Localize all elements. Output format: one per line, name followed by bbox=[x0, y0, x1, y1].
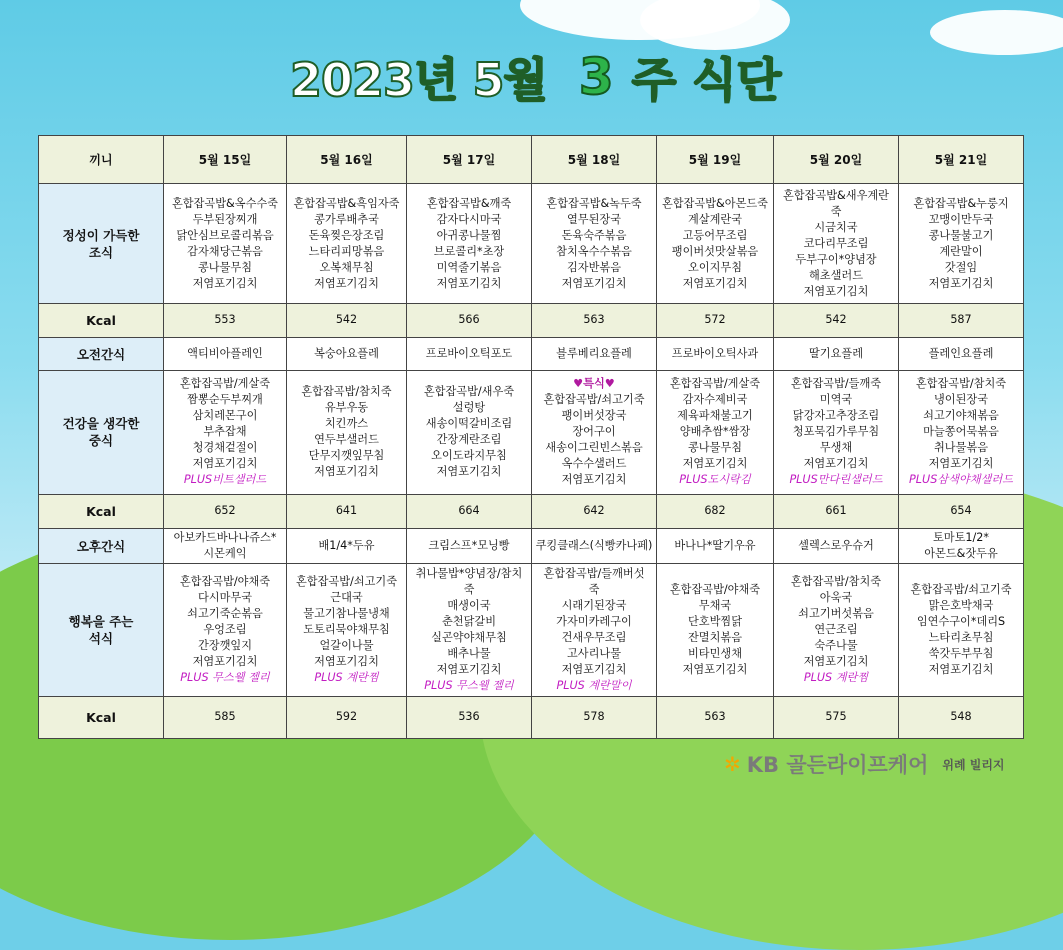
weekly-menu-table bbox=[38, 135, 1024, 739]
menu-item: 고등어무조림 bbox=[682, 228, 748, 242]
menu-item: 저염포기김치 bbox=[192, 276, 258, 290]
menu-item: 미역국 bbox=[819, 393, 853, 407]
menu-item: 느타리초무침 bbox=[928, 630, 994, 644]
snack-cell bbox=[407, 337, 532, 370]
plus-item: PLUS비트샐러드 bbox=[183, 473, 267, 487]
plus-item: PLUS 무스웰 젤리 bbox=[424, 678, 514, 692]
table-row-menu bbox=[39, 371, 1024, 494]
menu-item: 느타리피망볶음 bbox=[308, 244, 385, 258]
snack-cell bbox=[899, 528, 1024, 563]
menu-item: 죽 bbox=[588, 582, 600, 596]
menu-item: 근대국 bbox=[330, 590, 363, 604]
table-row-kcal bbox=[39, 303, 1024, 337]
menu-item: 바나나*딸기우유 bbox=[674, 539, 756, 553]
kcal-value: 563 bbox=[532, 303, 657, 337]
kcal-value: 566 bbox=[407, 303, 532, 337]
row-label bbox=[39, 528, 164, 563]
menu-cell bbox=[774, 564, 899, 696]
title-week-number: 3 bbox=[578, 48, 614, 106]
menu-item: 팽이버섯맛살볶음 bbox=[671, 244, 759, 258]
menu-item: 혼합잡곡밥/참치죽 bbox=[790, 574, 882, 588]
header-meal-label: 끼니 bbox=[39, 136, 164, 184]
plus-item: PLUS 계란말이 bbox=[556, 678, 632, 692]
menu-item: 감자다시마국 bbox=[436, 212, 502, 226]
menu-item: 저염포기김치 bbox=[192, 457, 258, 471]
menu-item: 쇠고기죽순볶음 bbox=[187, 606, 263, 620]
menu-item: 저염포기김치 bbox=[561, 473, 627, 487]
kcal-value: 682 bbox=[657, 494, 774, 528]
menu-cell bbox=[407, 371, 532, 494]
row-label-line: Kcal bbox=[86, 503, 116, 519]
menu-item: 얼갈이나물 bbox=[319, 638, 374, 652]
menu-item: 간장계란조림 bbox=[436, 433, 502, 447]
menu-item: 저염포기김치 bbox=[436, 465, 502, 479]
menu-item: 액티비아플레인 bbox=[187, 347, 263, 361]
menu-item: 맑은호박채국 bbox=[928, 598, 994, 612]
menu-item: 설렁탕 bbox=[452, 401, 486, 415]
header-date: 5월 17일 bbox=[407, 136, 532, 184]
table-row-menu bbox=[39, 184, 1024, 303]
menu-item: 돈육숙주볶음 bbox=[561, 228, 627, 242]
menu-item: 혼합잡곡밥/쇠고기죽 bbox=[910, 582, 1012, 596]
menu-item: 유부우동 bbox=[324, 401, 369, 415]
menu-item: 저염포기김치 bbox=[803, 457, 869, 471]
menu-item: 혼합잡곡밥/들깨죽 bbox=[790, 377, 882, 391]
brand-name: KB 골든라이프케어 bbox=[746, 753, 929, 777]
menu-item: 저염포기김치 bbox=[314, 654, 379, 668]
menu-item: 저염포기김치 bbox=[928, 276, 994, 290]
menu-item: 돈육찢은장조림 bbox=[308, 228, 385, 242]
snack-cell bbox=[657, 337, 774, 370]
menu-item: 콩가루배추국 bbox=[314, 212, 379, 226]
menu-item: 혼합잡곡밥/쇠고기죽 bbox=[543, 393, 645, 407]
row-label bbox=[39, 337, 164, 370]
kcal-value: 652 bbox=[164, 494, 287, 528]
kcal-value: 592 bbox=[287, 696, 407, 739]
menu-item: 혼합잡곡밥/참치죽 bbox=[915, 377, 1007, 391]
menu-item: 부추잡채 bbox=[203, 425, 247, 439]
snack-cell bbox=[407, 528, 532, 563]
snack-cell bbox=[774, 528, 899, 563]
menu-item: 저염포기김치 bbox=[314, 465, 379, 479]
special-meal-label: ♥특식♥ bbox=[573, 377, 615, 391]
menu-item: 열무된장국 bbox=[566, 212, 622, 226]
menu-item: 복숭아요플레 bbox=[314, 347, 379, 361]
menu-item: 혼합잡곡밥/야채죽 bbox=[179, 574, 271, 588]
snack-cell bbox=[657, 528, 774, 563]
row-label-line: 행복을 주는 bbox=[68, 613, 134, 629]
menu-item: 콩나물불고기 bbox=[928, 228, 994, 242]
menu-item: 계란말이 bbox=[939, 244, 983, 258]
row-label bbox=[39, 303, 164, 337]
menu-item: 토마토1/2* bbox=[932, 531, 990, 545]
menu-item: 연두부샐러드 bbox=[314, 433, 379, 447]
menu-item: 다시마무국 bbox=[197, 590, 253, 604]
row-label bbox=[39, 696, 164, 739]
row-label bbox=[39, 371, 164, 494]
menu-item: 혼합잡곡밥/야채죽 bbox=[669, 582, 761, 596]
row-label-line: 오전간식 bbox=[76, 346, 126, 362]
menu-item: 팽이버섯장국 bbox=[561, 409, 627, 423]
kcal-value: 575 bbox=[774, 696, 899, 739]
row-label-line: 석식 bbox=[88, 630, 114, 646]
header-date: 5월 21일 bbox=[899, 136, 1024, 184]
menu-item: 연근조림 bbox=[814, 622, 858, 636]
menu-cell bbox=[532, 184, 657, 303]
menu-item: 아보카드바나나쥬스* bbox=[173, 531, 277, 545]
snack-cell bbox=[532, 528, 657, 563]
table-row-snack bbox=[39, 528, 1024, 563]
menu-item: 저염포기김치 bbox=[682, 662, 748, 676]
menu-item: 꼬맹이만두국 bbox=[928, 212, 994, 226]
menu-cell bbox=[287, 564, 407, 696]
header-date: 5월 16일 bbox=[287, 136, 407, 184]
menu-item: 혼합잡곡밥&누룽지 bbox=[913, 196, 1009, 210]
kcal-value: 664 bbox=[407, 494, 532, 528]
menu-item: 코다리무조림 bbox=[803, 236, 869, 250]
menu-cell bbox=[899, 371, 1024, 494]
menu-item: 죽 bbox=[830, 204, 842, 218]
menu-item: 셀렉스로우슈거 bbox=[798, 539, 874, 553]
menu-item: 아몬드&잣두유 bbox=[924, 547, 998, 561]
kcal-value: 572 bbox=[657, 303, 774, 337]
plus-item: PLUS도시락김 bbox=[679, 473, 751, 487]
header-date: 5월 18일 bbox=[532, 136, 657, 184]
kcal-value: 548 bbox=[899, 696, 1024, 739]
menu-cell bbox=[164, 371, 287, 494]
menu-item: 콩나물무침 bbox=[197, 260, 253, 274]
kcal-value: 585 bbox=[164, 696, 287, 739]
kcal-value: 578 bbox=[532, 696, 657, 739]
menu-item: 갓절임 bbox=[944, 260, 978, 274]
menu-item: 저염포기김치 bbox=[682, 457, 748, 471]
menu-item: 무채국 bbox=[698, 598, 732, 612]
snack-cell bbox=[164, 528, 287, 563]
snack-cell bbox=[899, 337, 1024, 370]
menu-item: 숙주나물 bbox=[814, 638, 858, 652]
menu-item: 혼합잡곡밥&새우계란 bbox=[783, 188, 889, 202]
menu-item: 시금치국 bbox=[814, 220, 858, 234]
menu-item: 건새우무조림 bbox=[561, 630, 627, 644]
menu-item: 청경채겉절이 bbox=[192, 441, 258, 455]
menu-item: 취나물밥*양념장/참치 bbox=[415, 566, 523, 580]
menu-item: 고사리나물 bbox=[566, 646, 622, 660]
kcal-value: 536 bbox=[407, 696, 532, 739]
menu-item: 혼합잡곡밥/참치죽 bbox=[301, 385, 392, 399]
title-date: 2023년 5월 bbox=[290, 53, 547, 107]
snack-cell bbox=[287, 337, 407, 370]
menu-item: 실곤약야채무침 bbox=[431, 630, 507, 644]
menu-item: 오복채무침 bbox=[319, 260, 374, 274]
menu-item: 저염포기김치 bbox=[928, 457, 994, 471]
menu-item: 양배추쌈*쌈장 bbox=[679, 425, 751, 439]
menu-cell bbox=[287, 184, 407, 303]
menu-item: 물고기참나물냉채 bbox=[303, 606, 390, 620]
kb-star-icon: ✲ bbox=[724, 752, 741, 776]
menu-item: 혼합잡곡밥/쇠고기죽 bbox=[295, 574, 398, 588]
menu-item: 삼치레몬구이 bbox=[192, 409, 258, 423]
menu-item: 마늘쫑어묵볶음 bbox=[923, 425, 999, 439]
menu-item: 단호박찜닭 bbox=[687, 614, 743, 628]
kcal-value: 553 bbox=[164, 303, 287, 337]
menu-item: 감자수제비국 bbox=[682, 393, 748, 407]
menu-item: 춘천닭갈비 bbox=[441, 614, 497, 628]
kcal-value: 563 bbox=[657, 696, 774, 739]
menu-item: 저염포기김치 bbox=[803, 284, 869, 298]
menu-item: 짬뽕순두부찌개 bbox=[187, 393, 263, 407]
menu-item: 김자반볶음 bbox=[566, 260, 622, 274]
row-label-line: 건강을 생각한 bbox=[62, 416, 140, 432]
menu-cell bbox=[164, 564, 287, 696]
menu-item: 취나물볶음 bbox=[933, 441, 989, 455]
menu-item: 저염포기김치 bbox=[561, 662, 627, 676]
menu-item: 혼합잡곡밥&깨죽 bbox=[426, 196, 512, 210]
menu-cell bbox=[774, 371, 899, 494]
menu-item: 오이도라지무침 bbox=[431, 449, 507, 463]
menu-item: 계살계란국 bbox=[687, 212, 743, 226]
plus-item: PLUS 무스웰 젤리 bbox=[180, 670, 270, 684]
menu-item: 프로바이오틱사과 bbox=[671, 347, 759, 361]
menu-item: 저염포기김치 bbox=[192, 654, 258, 668]
brand-location: 위례 빌리지 bbox=[942, 757, 1005, 772]
brand-logo bbox=[724, 749, 1005, 779]
kcal-value: 654 bbox=[899, 494, 1024, 528]
menu-item: 옥수수샐러드 bbox=[561, 457, 627, 471]
row-label-line: 오후간식 bbox=[76, 538, 126, 554]
menu-item: 저염포기김치 bbox=[436, 276, 502, 290]
menu-item: 두부구이*양념장 bbox=[795, 252, 877, 266]
menu-item: 제육파채불고기 bbox=[677, 409, 753, 423]
snack-cell bbox=[774, 337, 899, 370]
menu-item: 블루베리요플레 bbox=[556, 347, 632, 361]
menu-item: 치킨까스 bbox=[324, 417, 369, 431]
menu-item: 오이지무침 bbox=[687, 260, 743, 274]
menu-item: 혼합잡곡밥&녹두죽 bbox=[546, 196, 642, 210]
menu-item: 플레인요플레 bbox=[928, 347, 994, 361]
menu-item: 단무지깻잎무침 bbox=[308, 449, 385, 463]
kcal-value: 542 bbox=[287, 303, 407, 337]
menu-item: 쇠고기야채볶음 bbox=[923, 409, 999, 423]
row-label-line: 조식 bbox=[88, 244, 114, 260]
menu-cell bbox=[164, 184, 287, 303]
menu-item: 크림스프*모닝빵 bbox=[428, 539, 510, 553]
header-date: 5월 15일 bbox=[164, 136, 287, 184]
menu-item: 콩나물무침 bbox=[687, 441, 743, 455]
menu-item: 저염포기김치 bbox=[803, 654, 869, 668]
menu-item: 혼합잡곡밥&옥수수죽 bbox=[172, 196, 278, 210]
title-suffix: 주 식단 bbox=[631, 53, 782, 107]
menu-item: 혼합잡곡밥/새우죽 bbox=[423, 385, 515, 399]
menu-cell bbox=[657, 371, 774, 494]
menu-cell bbox=[407, 564, 532, 696]
kcal-value: 661 bbox=[774, 494, 899, 528]
kcal-value: 641 bbox=[287, 494, 407, 528]
menu-item: 비타민생채 bbox=[687, 646, 743, 660]
menu-item: 프로바이오틱포도 bbox=[425, 347, 513, 361]
header-date: 5월 20일 bbox=[774, 136, 899, 184]
menu-item: 죽 bbox=[463, 582, 475, 596]
menu-item: 배1/4*두유 bbox=[318, 539, 375, 553]
menu-item: 새송이떡갈비조림 bbox=[425, 417, 513, 431]
menu-item: 딸기요플레 bbox=[808, 347, 864, 361]
snack-cell bbox=[287, 528, 407, 563]
menu-item: 잔멸치볶음 bbox=[687, 630, 743, 644]
menu-item: 저염포기김치 bbox=[682, 276, 748, 290]
row-label bbox=[39, 184, 164, 303]
kcal-value: 642 bbox=[532, 494, 657, 528]
row-label bbox=[39, 564, 164, 696]
snack-cell bbox=[532, 337, 657, 370]
menu-cell bbox=[532, 371, 657, 494]
menu-cell bbox=[774, 184, 899, 303]
menu-item: 배추나물 bbox=[447, 646, 491, 660]
plus-item: PLUS만다린샐러드 bbox=[789, 473, 883, 487]
menu-item: 혼합잡곡밥/게살죽 bbox=[179, 377, 271, 391]
menu-item: 두부된장찌개 bbox=[192, 212, 258, 226]
menu-item: 간장깻잎지 bbox=[197, 638, 253, 652]
menu-item: 냉이된장국 bbox=[933, 393, 989, 407]
menu-item: 우엉조림 bbox=[203, 622, 247, 636]
menu-item: 도토리묵야채무침 bbox=[303, 622, 390, 636]
table-row-menu bbox=[39, 564, 1024, 696]
menu-item: 시래기된장국 bbox=[561, 598, 627, 612]
menu-cell bbox=[657, 184, 774, 303]
menu-item: 쇠고기버섯볶음 bbox=[798, 606, 874, 620]
row-label-line: 정성이 가득한 bbox=[62, 227, 140, 243]
menu-cell bbox=[287, 371, 407, 494]
menu-item: 장어구이 bbox=[572, 425, 616, 439]
menu-item: 매생이국 bbox=[447, 598, 491, 612]
menu-item: 혼합잡곡밥&아몬드죽 bbox=[662, 196, 768, 210]
menu-cell bbox=[899, 184, 1024, 303]
table-row-kcal bbox=[39, 696, 1024, 739]
menu-item: 쑥갓두부무침 bbox=[928, 646, 994, 660]
menu-item: 저염포기김치 bbox=[436, 662, 502, 676]
menu-item: 브로콜리*초장 bbox=[433, 244, 505, 258]
menu-item: 시몬케익 bbox=[203, 547, 247, 561]
menu-cell bbox=[532, 564, 657, 696]
menu-item: 해초샐러드 bbox=[808, 268, 864, 282]
plus-item: PLUS 계란찜 bbox=[803, 670, 869, 684]
menu-item: 닭강자고추장조림 bbox=[792, 409, 880, 423]
row-label bbox=[39, 494, 164, 528]
menu-item: 저염포기김치 bbox=[928, 662, 994, 676]
menu-item: 닭안심브로콜리볶음 bbox=[176, 228, 274, 242]
table-row-kcal bbox=[39, 494, 1024, 528]
table-row-snack bbox=[39, 337, 1024, 370]
menu-item: 미역줄기볶음 bbox=[436, 260, 502, 274]
menu-cell bbox=[407, 184, 532, 303]
menu-item: 감자채당근볶음 bbox=[187, 244, 263, 258]
table-header-row bbox=[39, 136, 1024, 184]
menu-item: 참치옥수수볶음 bbox=[556, 244, 632, 258]
plus-item: PLUS삼색야채샐러드 bbox=[909, 473, 1013, 487]
menu-item: 쿠킹클래스(식빵카나페) bbox=[535, 539, 653, 553]
row-label-line: Kcal bbox=[86, 709, 116, 725]
menu-item: 아귀콩나물찜 bbox=[436, 228, 502, 242]
row-label-line: Kcal bbox=[86, 312, 116, 328]
menu-item: 새송이그린빈스볶음 bbox=[545, 441, 643, 455]
header-date: 5월 19일 bbox=[657, 136, 774, 184]
menu-item: 혼합잡곡밥&흑임자죽 bbox=[293, 196, 400, 210]
snack-cell bbox=[164, 337, 287, 370]
page-title bbox=[290, 46, 790, 108]
kcal-value: 587 bbox=[899, 303, 1024, 337]
menu-item: 임연수구이*데리S bbox=[916, 614, 1006, 628]
row-label-line: 중식 bbox=[88, 433, 114, 449]
menu-item: 혼합잡곡밥/게살죽 bbox=[669, 377, 761, 391]
menu-cell bbox=[899, 564, 1024, 696]
menu-item: 가자미카레구이 bbox=[556, 614, 632, 628]
menu-item: 청포묵김가루무침 bbox=[792, 425, 880, 439]
kcal-value: 542 bbox=[774, 303, 899, 337]
menu-item: 저염포기김치 bbox=[314, 276, 379, 290]
menu-item: 저염포기김치 bbox=[561, 276, 627, 290]
plus-item: PLUS 계란찜 bbox=[314, 670, 379, 684]
menu-cell bbox=[657, 564, 774, 696]
menu-item: 혼합잡곡밥/들깨버섯 bbox=[543, 566, 645, 580]
menu-item: 무생채 bbox=[819, 441, 853, 455]
menu-item: 아욱국 bbox=[819, 590, 853, 604]
